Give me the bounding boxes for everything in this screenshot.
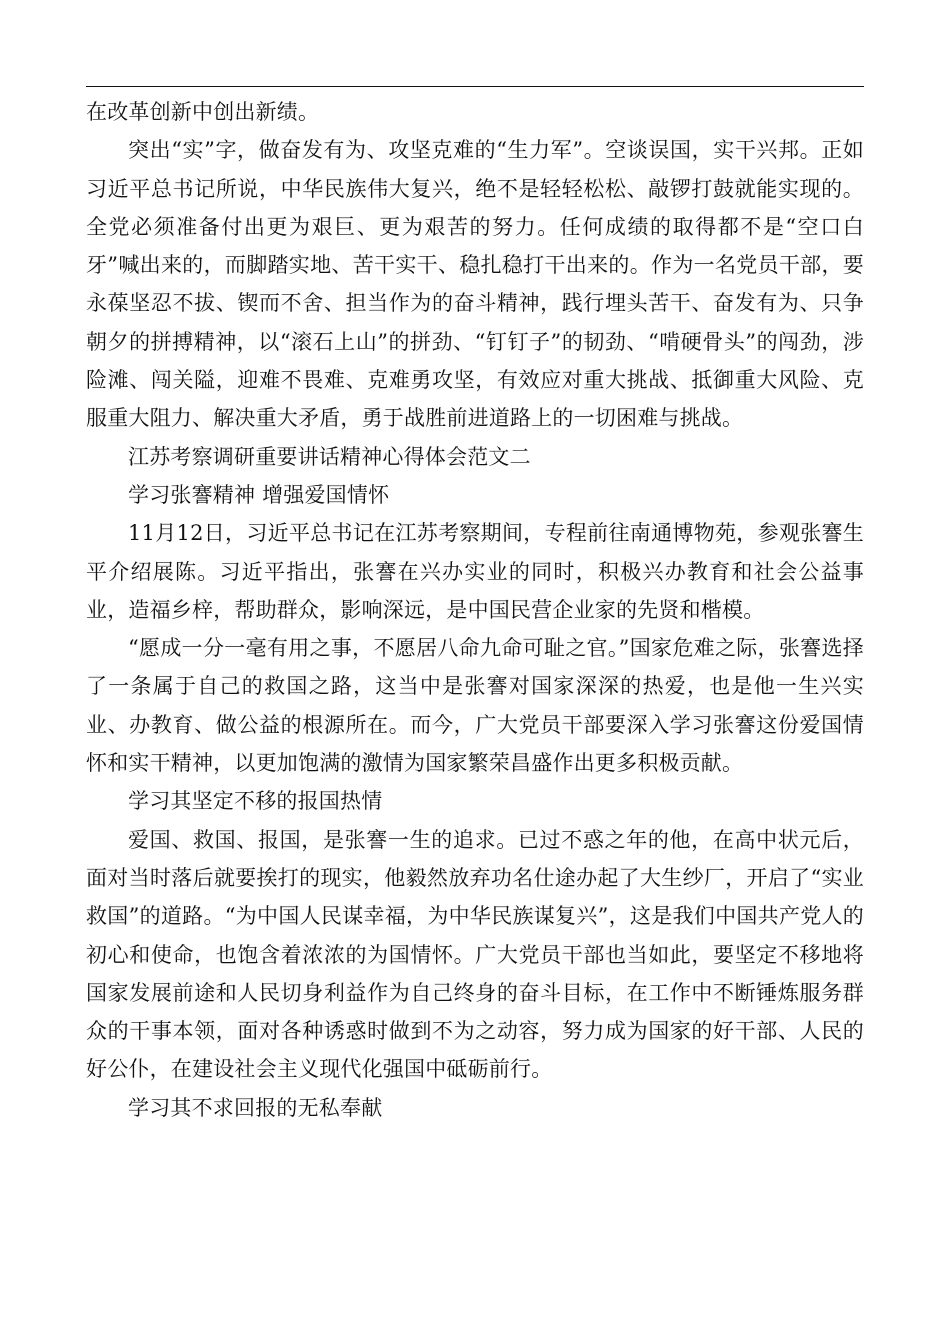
paragraph-intro: 11月12日，习近平总书记在江苏考察期间，专程前往南通博物苑，参观张謇生平介绍展陈。习近平指出，张謇在兴办实业的同时，积极兴办教育和社会公益事业，造福乡梓，帮助群众，影响深远，是中国民营企业家的先贤和楷模。 [86, 521, 864, 622]
paragraph-continuation: 在改革创新中创出新绩。 [86, 100, 320, 124]
document-body [86, 93, 864, 1127]
subheading-baoguo: 学习其坚定不移的报国热情 [128, 789, 383, 814]
header-rule [86, 86, 864, 87]
paragraph-quote: “愿成一分一毫有用之事，不愿居八命九命可耻之官。”国家危难之际，张謇选择了一条属于自己的救国之路，这当中是张謇对国家深深的热爱，也是他一生兴实业、办教育、做公益的根源所在。而今，广大党员干部要深入学习张謇这份爱国情怀和实干精神，以更加饱满的激情为国家繁荣昌盛作出更多积极贡献。 [86, 636, 864, 776]
section-heading-fanwen-er: 江苏考察调研重要讲话精神心得体会范文二 [128, 444, 531, 469]
article-title: 学习张謇精神 增强爱国情怀 [128, 482, 390, 507]
subheading-fengxian: 学习其不求回报的无私奉献 [128, 1095, 383, 1120]
paragraph-shi-zi: 突出“实”字，做奋发有为、攻坚克难的“生力军”。空谈误国，实干兴邦。正如习近平总书记所说，中华民族伟大复兴，绝不是轻轻松松、敲锣打鼓就能实现的。全党必须准备付出更为艰巨、更为艰苦的努力。任何成绩的取得都不是“空口白牙”喊出来的，而脚踏实地、苦干实干、稳扎稳打干出来的。作为一名党员干部，要永葆坚忍不拔、锲而不舍、担当作为的奋斗精神，践行埋头苦干、奋发有为、只争朝夕的拼搏精神，以“滚石上山”的拼劲、“钉钉子”的韧劲、“啃硬骨头”的闯劲，涉险滩、闯关隘，迎难不畏难、克难勇攻坚，有效应对重大挑战、抵御重大风险、克服重大阻力、解决重大矛盾，勇于战胜前进道路上的一切困难与挑战。 [86, 138, 864, 431]
paragraph-baoguo: 爱国、救国、报国，是张謇一生的追求。已过不惑之年的他，在高中状元后，面对当时落后就要挨打的现实，他毅然放弃功名仕途办起了大生纱厂，开启了“实业救国”的道路。“为中国人民谋幸福，为中华民族谋复兴”，这是我们中国共产党人的初心和使命，也饱含着浓浓的为国情怀。广大党员干部也当如此，要坚定不移地将国家发展前途和人民切身利益作为自己终身的奋斗目标，在工作中不断锤炼服务群众的干事本领，面对各种诱惑时做到不为之动容，努力成为国家的好干部、人民的好公仆，在建设社会主义现代化强国中砥砺前行。 [86, 827, 864, 1082]
